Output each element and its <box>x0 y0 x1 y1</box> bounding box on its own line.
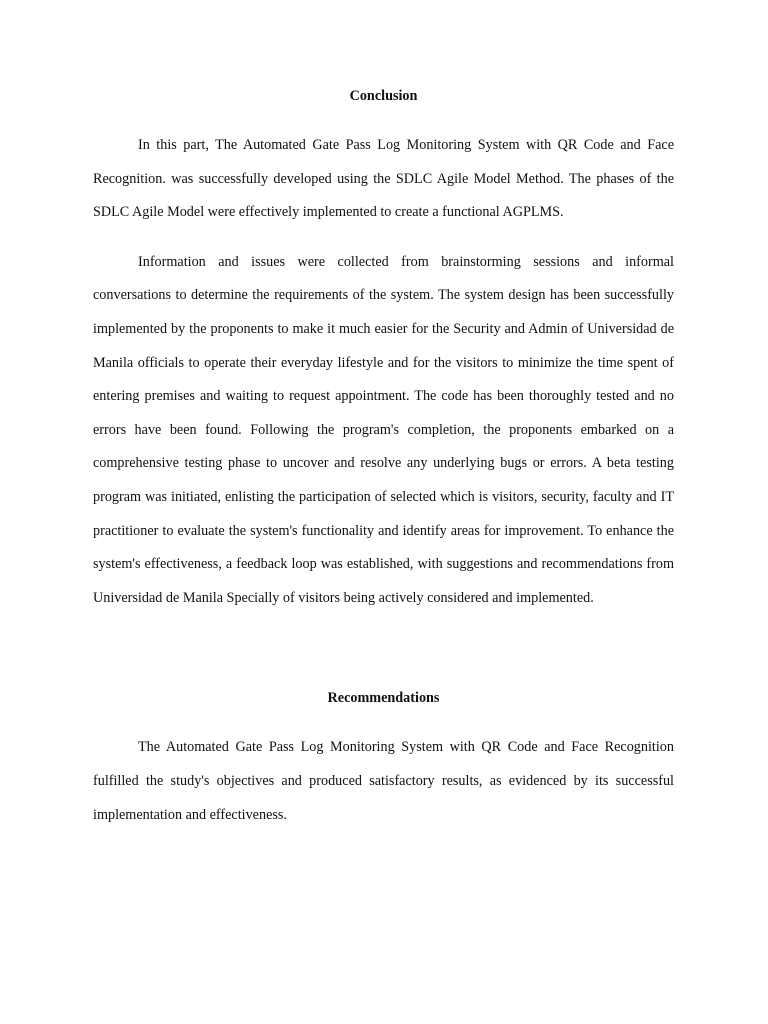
conclusion-paragraph-2: Information and issues were collected from brainstorming sessions and informal conversations to determine the requirements of the system. The system design has been successfully implemented by the proponents to make it much easier for the Security and Admin of Universidad de Manila officials to operate their everyday lifestyle and for the visitors to minimize the time spent of entering premises and waiting to request appointment. The code has been thoroughly tested and no errors have been found. Following the program's completion, the proponents embarked on a comprehensive testing phase to uncover and resolve any underlying bugs or errors. A beta testing program was initiated, enlisting the participation of selected which is visitors, security, faculty and IT practitioner to evaluate the system's functionality and identify areas for improvement. To enhance the system's effectiveness, a feedback loop was established, with suggestions and recommendations from Universidad de Manila Specially of visitors being actively considered and implemented. <box>93 253 674 606</box>
conclusion-paragraph-1: In this part, The Automated Gate Pass Log Monitoring System with QR Code and Face Recognition. was successfully developed using the SDLC Agile Model Method. The phases of the SDLC Agile Model were effectively implemented to create a functional AGPLMS. <box>93 137 674 221</box>
page-content <box>93 81 674 832</box>
recommendations-heading: Recommendations <box>327 690 440 707</box>
conclusion-heading: Conclusion <box>349 88 418 104</box>
recommendations-paragraph-1: The Automated Gate Pass Log Monitoring System with QR Code and Face Recognition fulfilled the study's objectives and produced satisfactory results, as evidenced by its successful implementation and effectiveness. <box>93 739 674 823</box>
